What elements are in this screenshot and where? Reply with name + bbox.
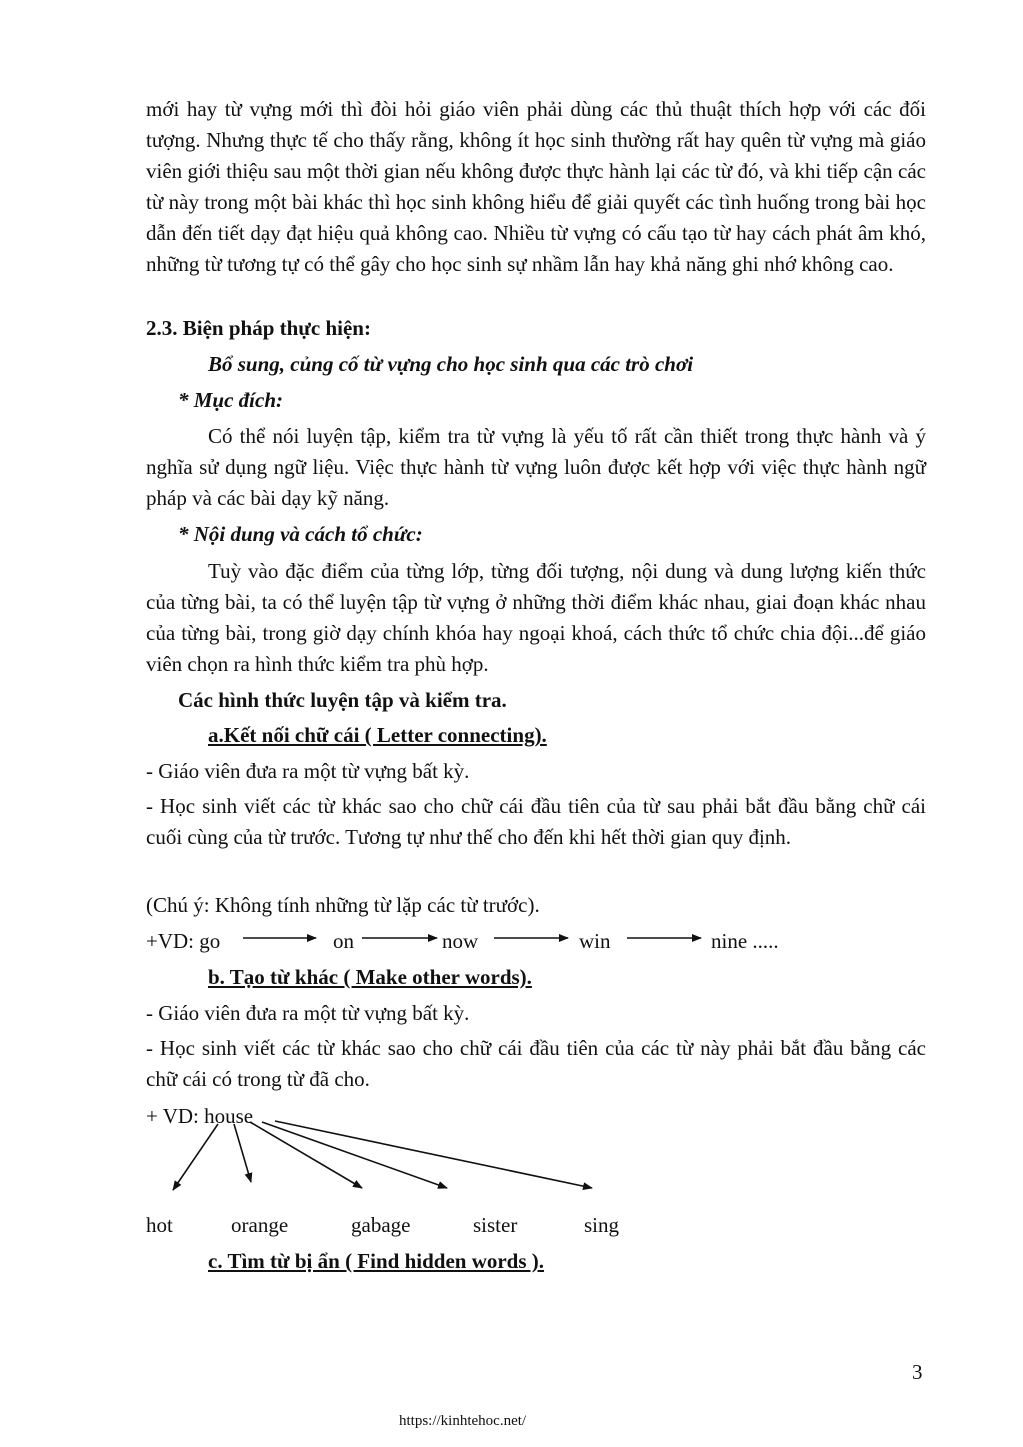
page-number: 3 <box>912 1360 923 1384</box>
example-word-orange: orange <box>231 1213 289 1237</box>
example-word-on: on <box>333 929 354 953</box>
example-word-nine: nine ..... <box>711 929 779 953</box>
example-word-now: now <box>442 929 479 953</box>
arrow-house-gabage <box>250 1122 362 1188</box>
game-b-example-label: + VD: house <box>146 1104 254 1128</box>
content-text: Tuỳ vào đặc điểm của từng lớp, từng đối tượng, nội dung và dung lượng kiến thức của từng bài, ta có thể luyện tập từ vựng ở những thời điểm khác nhau, giai đoạn khác nhau của từng bài, trong giờ dạy chính khóa hay ngoại khoá, cách thức tổ chức chia đội...để giáo viên chọn ra hình thức kiểm tra phù hợp. <box>146 559 926 676</box>
game-b-title: b. Tạo từ khác ( Make other words). <box>208 965 532 989</box>
example-word-win: win <box>579 929 611 953</box>
game-a-example-label: +VD: go <box>146 929 221 953</box>
section-heading: 2.3. Biện pháp thực hiện: <box>146 316 371 340</box>
forms-heading: Các hình thức luyện tập và kiểm tra. <box>178 688 507 712</box>
game-a-step1: - Giáo viên đưa ra một từ vựng bất kỳ. <box>146 759 470 783</box>
arrow-house-hot <box>173 1124 218 1190</box>
example-word-sing: sing <box>584 1213 620 1237</box>
game-a-note: (Chú ý: Không tính những từ lặp các từ trước). <box>146 893 540 917</box>
game-b-step2: - Học sinh viết các từ khác sao cho chữ cái đầu tiên của các từ này phải bắt đầu bằng các chữ cái có trong từ đã cho. <box>146 1036 926 1091</box>
arrow-house-sing <box>275 1121 592 1188</box>
game-c-title: c. Tìm từ bị ẩn ( Find hidden words ). <box>208 1249 545 1273</box>
intro-paragraph: mới hay từ vựng mới thì đòi hỏi giáo viên phải dùng các thủ thuật thích hợp với các đối tượng. Nhưng thực tế cho thấy rằng, không ít học sinh thường rất hay quên từ vựng mà giáo viên giới thiệu sau một thời gian nếu không được thực hành lại các từ đó, và khi tiếp cận các từ này trong một bài khác thì học sinh không hiểu để giải quyết các tình huống trong bài học dẫn đến tiết dạy đạt hiệu quả không cao. Nhiều từ vựng có cấu tạo từ hay cách phát âm khó, những từ tương tự có thể gây cho học sinh sự nhầm lẫn hay khả năng ghi nhớ không cao. <box>146 97 926 276</box>
section-subtitle: Bổ sung, củng cố từ vựng cho học sinh qua các trò chơi <box>208 352 694 376</box>
game-a-title: a.Kết nối chữ cái ( Letter connecting). <box>208 723 547 747</box>
footer-url: https://kinhtehoc.net/ <box>399 1413 527 1429</box>
arrow-house-orange <box>234 1124 251 1182</box>
example-word-sister: sister <box>473 1213 518 1237</box>
arrow-house-sister <box>262 1122 447 1188</box>
content-heading: * Nội dung và cách tổ chức: <box>178 522 423 546</box>
purpose-heading: * Mục đích: <box>178 388 283 412</box>
game-a-step2: - Học sinh viết các từ khác sao cho chữ cái đầu tiên của từ sau phải bắt đầu bằng chữ cái cuối cùng của từ trước. Tương tự như thế cho đến khi hết thời gian quy định. <box>146 794 926 849</box>
example-word-hot: hot <box>146 1213 173 1237</box>
purpose-text: Có thể nói luyện tập, kiểm tra từ vựng là yếu tố rất cần thiết trong thực hành và ý nghĩa sử dụng ngữ liệu. Việc thực hành từ vựng luôn được kết hợp với việc thực hành ngữ pháp và các bài dạy kỹ năng. <box>146 424 926 510</box>
example-word-gabage: gabage <box>351 1213 411 1237</box>
game-b-step1: - Giáo viên đưa ra một từ vựng bất kỳ. <box>146 1001 470 1025</box>
